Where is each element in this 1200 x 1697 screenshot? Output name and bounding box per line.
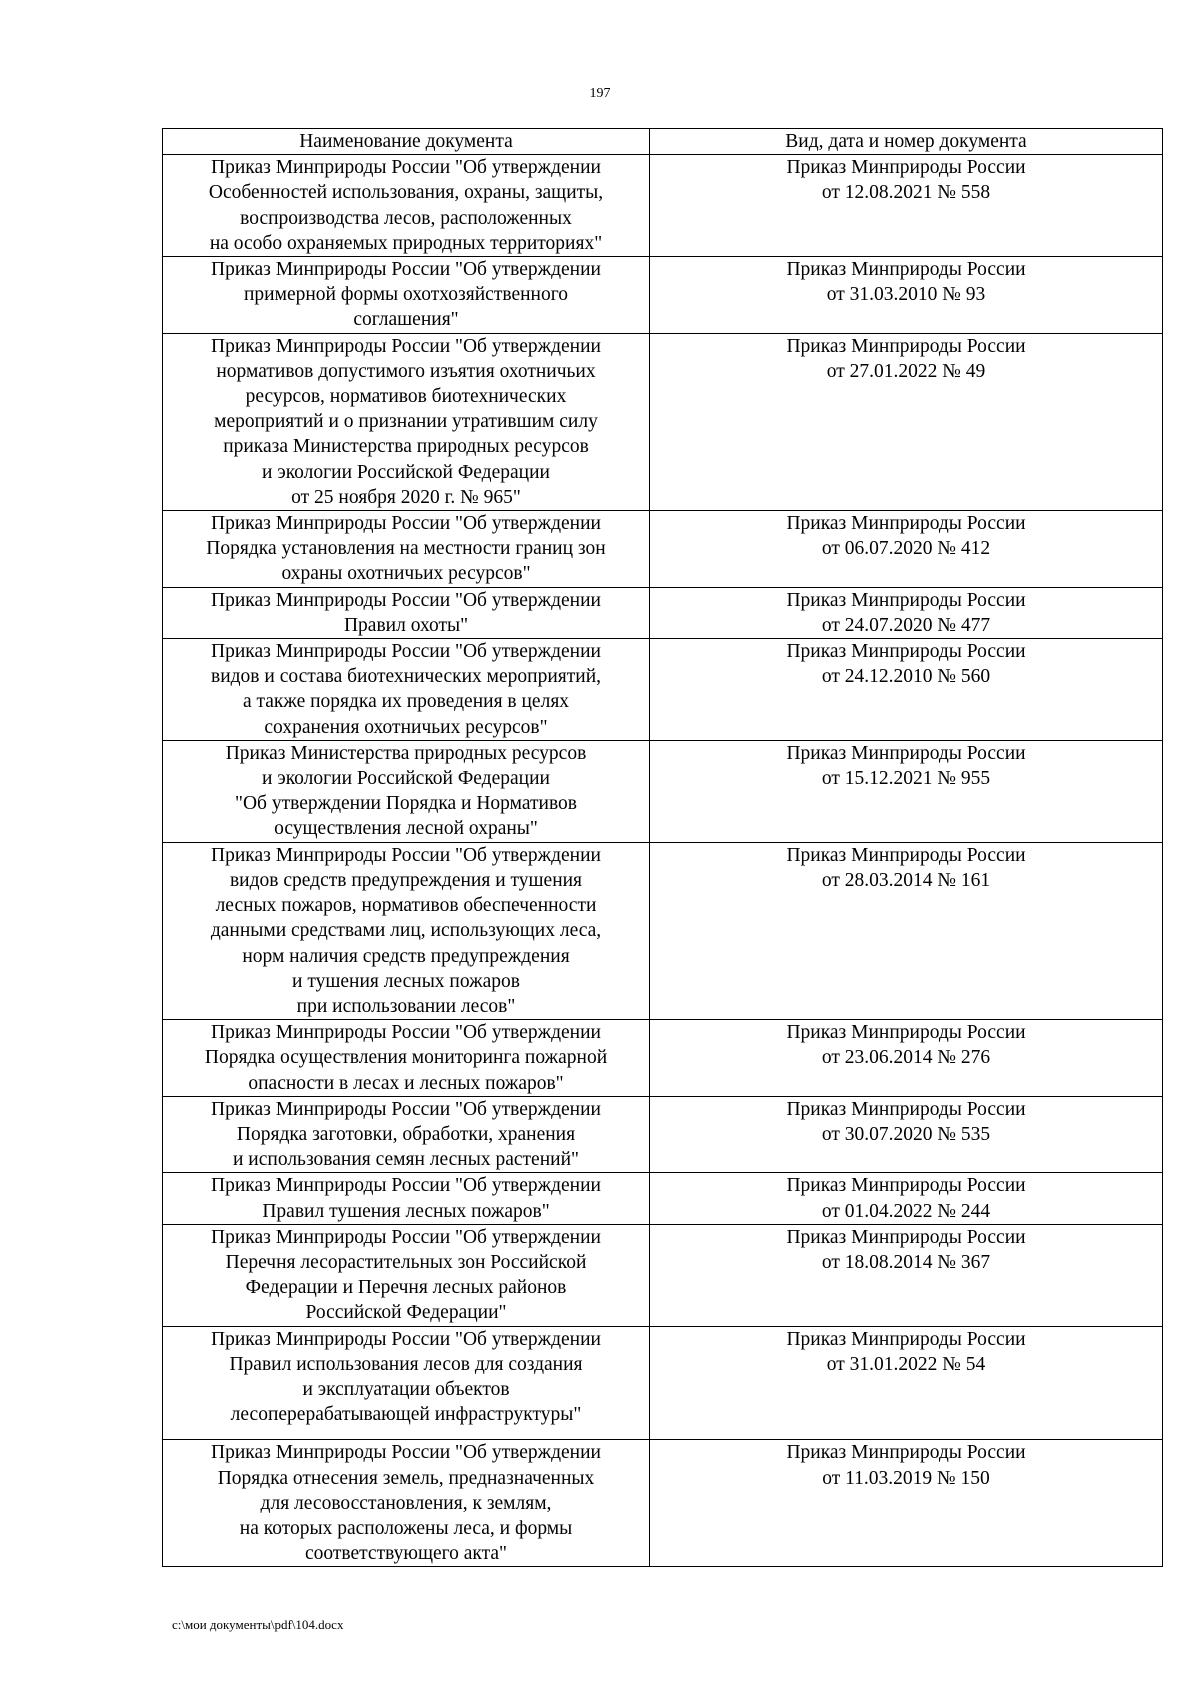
document-name-cell: Приказ Минприроды России "Об утверждении видов и состава биотехнических мероприятий, а также порядка их проведения в целях сохранения охотничьих ресурсов": [163, 639, 650, 741]
table-row: [163, 1096, 1163, 1173]
table-row: [163, 740, 1163, 842]
document-name-cell: Приказ Минприроды России "Об утверждении Особенностей использования, охраны, защиты, воспроизводства лесов, расположенных на особо охраняемых природных территориях": [163, 155, 650, 257]
document-name-cell: Приказ Минприроды России "Об утверждении Порядка заготовки, обработки, хранения и использования семян лесных растений": [163, 1096, 650, 1173]
document-name-cell: Приказ Минприроды России "Об утверждении видов средств предупреждения и тушения лесных пожаров, нормативов обеспеченности данными средствами лиц, использующих леса, норм наличия средств предупреждения и тушения лесных пожаров при использовании лесов": [163, 842, 650, 1019]
column-header-document-name: Наименование документа: [163, 129, 650, 155]
document-ref-cell: Приказ Минприроды России от 15.12.2021 № 955: [650, 740, 1163, 842]
document-name-cell: Приказ Минприроды России "Об утверждении примерной формы охотхозяйственного соглашения": [163, 257, 650, 334]
documents-table: [162, 128, 1163, 1567]
table-row: [163, 333, 1163, 510]
table-row: [163, 1173, 1163, 1224]
document-name-cell: Приказ Минприроды России "Об утверждении Перечня лесорастительных зон Российской Федерации и Перечня лесных районов Российской Федерации": [163, 1224, 650, 1326]
document-name-cell: Приказ Министерства природных ресурсов и экологии Российской Федерации "Об утверждении Порядка и Нормативов осуществления лесной охраны": [163, 740, 650, 842]
table-header-row: [163, 129, 1163, 155]
document-ref-cell: Приказ Минприроды России от 23.06.2014 № 276: [650, 1020, 1163, 1097]
table-row: [163, 1440, 1163, 1567]
table-row: [163, 842, 1163, 1019]
document-ref-cell: Приказ Минприроды России от 30.07.2020 № 535: [650, 1096, 1163, 1173]
table-row: [163, 1326, 1163, 1440]
document-ref-cell: Приказ Минприроды России от 24.12.2010 № 560: [650, 639, 1163, 741]
table-row: [163, 155, 1163, 257]
document-name-cell: Приказ Минприроды России "Об утверждении Правил использования лесов для создания и эксплуатации объектов лесоперерабатывающей инфраструктуры": [163, 1326, 650, 1440]
document-ref-cell: Приказ Минприроды России от 12.08.2021 № 558: [650, 155, 1163, 257]
document-ref-cell: Приказ Минприроды России от 18.08.2014 № 367: [650, 1224, 1163, 1326]
document-ref-cell: Приказ Минприроды России от 28.03.2014 № 161: [650, 842, 1163, 1019]
document-ref-cell: Приказ Минприроды России от 31.03.2010 № 93: [650, 257, 1163, 334]
document-name-cell: Приказ Минприроды России "Об утверждении нормативов допустимого изъятия охотничьих ресурсов, нормативов биотехнических мероприятий и о признании утратившим силу приказа Министерства природных ресурсов и экологии Российской Федерации от 25 ноября 2020 г. № 965": [163, 333, 650, 510]
document-name-cell: Приказ Минприроды России "Об утверждении Правил охоты": [163, 587, 650, 638]
footer-file-path: c:\мои документы\pdf\104.docx: [172, 1617, 344, 1632]
document-ref-cell: Приказ Минприроды России от 01.04.2022 № 244: [650, 1173, 1163, 1224]
table-row: [163, 1020, 1163, 1097]
table-row: [163, 587, 1163, 638]
document-ref-cell: Приказ Минприроды России от 24.07.2020 № 477: [650, 587, 1163, 638]
page-number: 197: [589, 86, 611, 101]
table-row: [163, 1224, 1163, 1326]
column-header-document-ref: Вид, дата и номер документа: [650, 129, 1163, 155]
document-ref-cell: Приказ Минприроды России от 06.07.2020 № 412: [650, 511, 1163, 588]
table-row: [163, 511, 1163, 588]
table-row: [163, 257, 1163, 334]
document-name-cell: Приказ Минприроды России "Об утверждении Порядка установления на местности границ зон охраны охотничьих ресурсов": [163, 511, 650, 588]
document-name-cell: Приказ Минприроды России "Об утверждении Порядка отнесения земель, предназначенных для лесовосстановления, к землям, на которых расположены леса, и формы соответствующего акта": [163, 1440, 650, 1567]
document-name-cell: Приказ Минприроды России "Об утверждении Порядка осуществления мониторинга пожарной опасности в лесах и лесных пожаров": [163, 1020, 650, 1097]
document-name-cell: Приказ Минприроды России "Об утверждении Правил тушения лесных пожаров": [163, 1173, 650, 1224]
document-ref-cell: Приказ Минприроды России от 31.01.2022 № 54: [650, 1326, 1163, 1440]
document-ref-cell: Приказ Минприроды России от 27.01.2022 № 49: [650, 333, 1163, 510]
table-row: [163, 639, 1163, 741]
document-ref-cell: Приказ Минприроды России от 11.03.2019 № 150: [650, 1440, 1163, 1567]
